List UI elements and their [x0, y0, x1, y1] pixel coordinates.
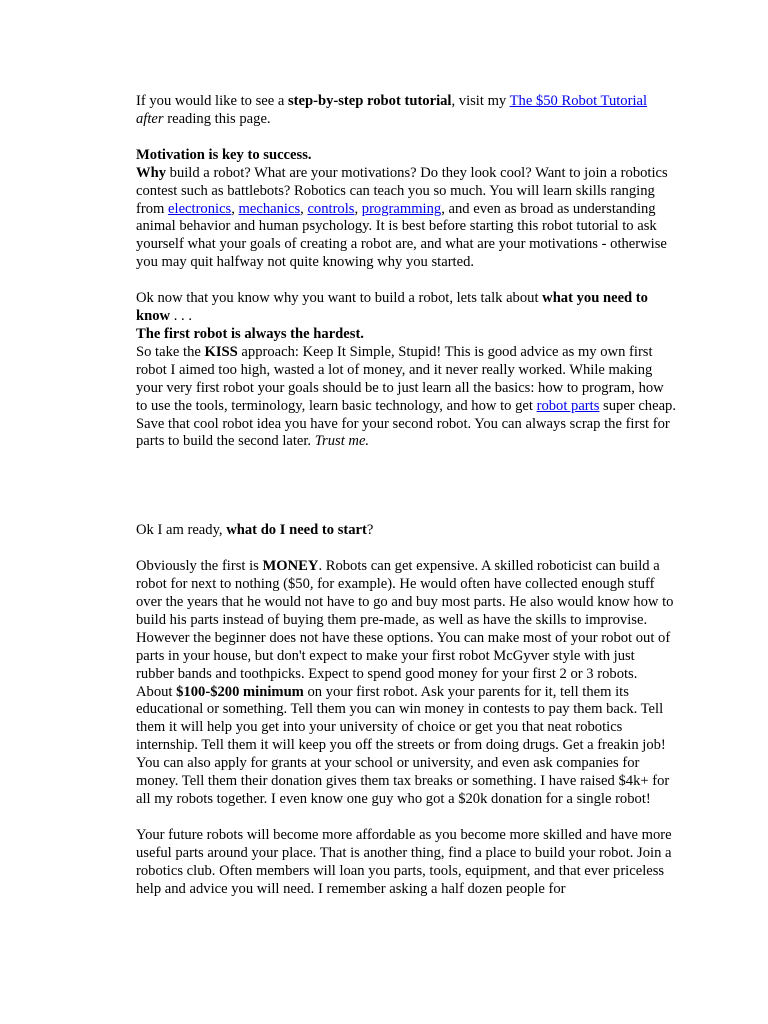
money-bold: MONEY	[262, 558, 319, 575]
controls-link[interactable]: controls	[307, 200, 355, 217]
need-to-know-ellipsis: . . .	[170, 308, 192, 325]
first-robot-text-3: super cheap. Save that cool robot idea you have for your second robot. You can always scrap the first for parts to build the second later.	[136, 397, 676, 450]
first-robot-heading: The first robot is always the hardest.	[136, 325, 364, 342]
first-robot-text-2: approach: Keep It Simple, Stupid! This is good advice as my own first robot I aimed too high, wasted a lot of money, and it never really worked. While making your very first robot your goals should be to just learn all the basics: how to program, how to use the tools, terminology, learn basic technology, and how to get	[136, 343, 664, 414]
money-text-3: on your first robot. Ask your parents for it, tell them its educational or something. Tell them you can win money in contests to pay them back. Tell them it will help you get into your university of choice or get you that neat robotics internship. Tell them it will keep you off the streets or from doing drugs. Get a freakin job! You can also apply for grants at your school or university, and even ask companies for money. Tell them their donation gives them tax breaks or something. I have raised $4k+ for all my robots together. I even know one guy who got a $20k donation for a single robot!	[136, 683, 670, 807]
first-robot-paragraph	[136, 326, 676, 451]
programming-link[interactable]: programming	[361, 200, 442, 217]
intro-text-2: , visit my	[451, 93, 510, 109]
intro-bold: step-by-step robot tutorial	[287, 93, 452, 109]
motivation-text-2: , and even as broad as understanding animal behavior and human psychology. It is best before starting this robot tutorial to ask yourself what your goals of creating a robot are, and what are your motivations - otherwise you may quit halfway not quite knowing why you started.	[136, 200, 667, 271]
need-to-know-text: Ok now that you know why you want to build a robot, lets talk about	[136, 290, 543, 307]
motivation-paragraph	[136, 147, 676, 272]
kiss-bold: KISS	[204, 343, 238, 360]
ready-text: Ok I am ready,	[136, 522, 227, 539]
separator: ,	[231, 200, 239, 217]
future-paragraph	[136, 827, 676, 899]
money-paragraph	[136, 558, 676, 809]
motivation-heading: Motivation is key to success.	[136, 146, 312, 163]
intro-text: If you would like to see a	[136, 93, 288, 109]
first-robot-text: So take the	[136, 343, 205, 360]
ready-paragraph	[136, 522, 676, 540]
separator: ,	[354, 200, 362, 217]
robot-parts-link[interactable]: robot parts	[536, 397, 600, 414]
trust-me-italic: Trust me.	[314, 433, 370, 450]
document-page	[136, 93, 676, 899]
electronics-link[interactable]: electronics	[168, 200, 232, 217]
separator: ,	[300, 200, 308, 217]
money-text-2: . Robots can get expensive. A skilled roboticist can build a robot for next to nothing ($50, for example). He would often have collected enough stuff over the years that he would not have to go and buy most parts. He also would know how to build his parts instead of buying them pre-made, as well as have the skills to improvise. However the beginner does not have these options. You can make most of your robot out of parts in your house, but don't expect to make your first robot McGyver style with just rubber bands and toothpicks. Expect to spend good money for your first 2 or 3 robots. About	[136, 558, 674, 700]
minimum-cost-bold: $100-$200 minimum	[176, 683, 304, 700]
future-text: Your future robots will become more affordable as you become more skilled and have more useful parts around your place. That is another thing, find a place to build your robot. Join a robotics club. Often members will loan you parts, tools, equipment, and that ever priceless help and advice you will need. I remember asking a half dozen people for	[136, 826, 672, 897]
intro-italic: after	[136, 110, 164, 127]
ready-question-mark: ?	[366, 522, 374, 539]
motivation-text: build a robot? What are your motivations? Do they look cool? Want to join a robotics contest such as battlebots? Robotics can teach you so much. You will learn skills ranging from	[136, 164, 668, 217]
fifty-dollar-robot-tutorial-link[interactable]: The $50 Robot Tutorial	[509, 93, 648, 109]
intro-paragraph	[136, 93, 676, 129]
mechanics-link[interactable]: mechanics	[238, 200, 301, 217]
need-to-know-bold: what you need to know	[136, 290, 648, 325]
ready-bold: what do I need to start	[226, 522, 367, 539]
intro-text-3: reading this page.	[163, 110, 271, 127]
money-text: Obviously the first is	[136, 558, 263, 575]
why-bold: Why	[136, 164, 167, 181]
need-to-know-paragraph	[136, 290, 676, 326]
